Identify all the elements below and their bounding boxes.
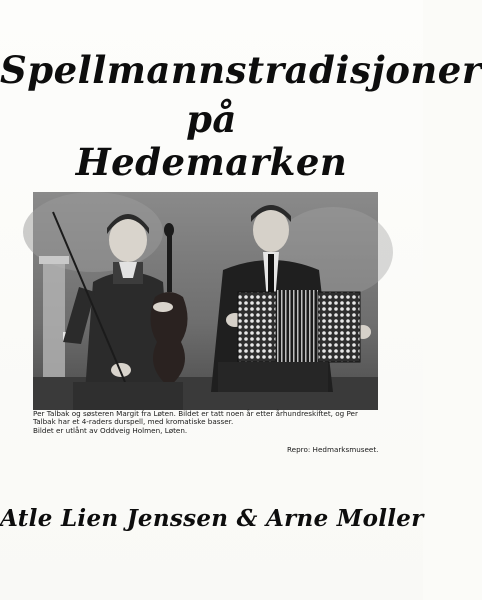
photo-caption (33, 410, 383, 435)
photo-illustration (33, 192, 378, 410)
caption-line: Per Talbak og søsteren Margit fra Løten. Bildet er tatt noen år etter århundreskiftet, og Per (33, 409, 358, 418)
cover-photograph (33, 192, 378, 410)
photo-credit: Repro: Hedmarksmuseet. (287, 445, 379, 454)
title-line-3: Hedemarken (75, 140, 348, 184)
title-line-1: Spellmannstradisjoner (0, 48, 482, 92)
caption-line: Talbak har et 4-raders durspell, med kromatiske basser. (33, 417, 234, 427)
caption-line: Bildet er utlånt av Oddveig Holmen, Løten. (33, 425, 188, 435)
authors: Atle Lien Jenssen & Arne Moller (0, 505, 424, 532)
title-line-2: på (186, 97, 237, 141)
